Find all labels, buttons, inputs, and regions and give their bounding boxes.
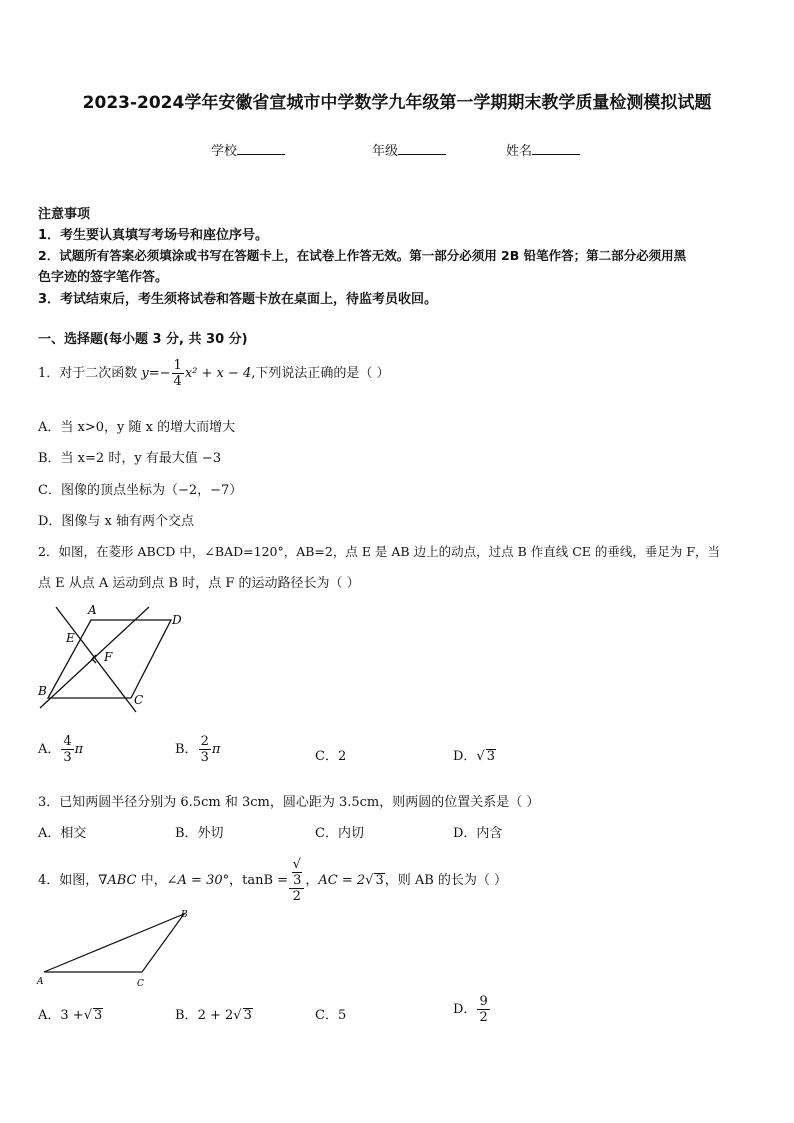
q2-rhombus-figure (36, 600, 196, 715)
page-title: 2023-2024学年安徽省宣城市中学数学九年级第一学期期末教学质量检测模拟试题 (82, 93, 712, 113)
q4-option-a: A．3 +√ 3 (38, 1008, 103, 1023)
q1-option-c: C．图像的顶点坐标为（−2，−7） (38, 483, 243, 498)
label-b: B (38, 684, 47, 698)
q1-option-d: D．图像与 x 轴有两个交点 (38, 514, 195, 529)
q2-option-a (38, 734, 83, 765)
school-label: 学校 (211, 144, 238, 159)
q1-option-a: A．当 x>0，y 随 x 的增大而增大 (38, 420, 236, 435)
q4-mid1: 中， (136, 873, 167, 888)
q4-tan-num: √ 3 (289, 857, 304, 889)
q2-option-a-frac (61, 734, 73, 765)
q2-option-a-den: 3 (63, 750, 72, 765)
q1-frac-den: 4 (173, 374, 182, 389)
q4-tail: ，则 AB 的长为（ ） (384, 873, 508, 888)
q1-eq: y=− (141, 366, 171, 381)
q4-mid3: ， (305, 873, 319, 888)
q4-ac: AC = 2 (318, 873, 366, 888)
grade-label: 年级 (372, 144, 399, 159)
q2-option-a-label: A． (38, 742, 61, 757)
q1-option-b: B．当 x=2 时，y 有最大值 −3 (38, 451, 222, 466)
q4-angle: ∠A = 30° (166, 873, 230, 888)
tri-label-b: B (181, 910, 188, 920)
q2-option-b-frac (199, 734, 211, 765)
q1-suffix: ,下列说法正确的是（ ） (251, 366, 390, 381)
q4-pre: 4．如图， (38, 873, 99, 888)
q2-option-b-den: 3 (200, 750, 209, 765)
label-f: F (104, 650, 113, 664)
tri-label-a: A (37, 977, 44, 987)
q3-option-d: D．内含 (453, 826, 503, 841)
q2-option-c: C．2 (315, 749, 347, 764)
q4-tan: tanB = (242, 873, 289, 888)
q2-option-d-label: D． (453, 749, 477, 764)
q4-option-b-radicand: 3 (243, 1008, 252, 1023)
line-ec (56, 607, 136, 712)
q4-option-c: C．5 (315, 1008, 347, 1023)
q2-option-b-num: 2 (200, 734, 209, 749)
q4-option-d-frac (477, 994, 489, 1025)
q4-option-a-radicand: 3 (93, 1008, 103, 1023)
grade-blank (398, 142, 446, 155)
q4-option-b-value: 2 + 2 (197, 1008, 234, 1023)
q2-line2: 点 E 从点 A 运动到点 B 时，点 F 的运动路径长为（ ） (38, 576, 360, 591)
note-1: 1．考生要认真填写考场号和座位序号。 (38, 228, 269, 243)
q2-option-d-radicand: 3 (486, 749, 496, 764)
note-2b: 色字迹的签字笔作答。 (38, 270, 169, 285)
tri-label-c: C (137, 979, 144, 989)
q3-line: 3．已知两圆半径分别为 6.5cm 和 3cm，圆心距为 3.5cm，则两圆的位置关系是（ ） (38, 795, 540, 810)
q3-option-a: A．相交 (38, 826, 87, 841)
q1-prefix: 1．对于二次函数 (38, 366, 142, 381)
q2-option-d: D．√ 3 (453, 749, 496, 764)
q4-option-b: B．2 + 2√ 3 (175, 1008, 252, 1023)
q4-tan-den: 2 (292, 889, 301, 904)
q4-triangle: ∇ABC (98, 873, 137, 888)
q4-tan-frac (289, 857, 304, 904)
label-c: C (134, 693, 144, 707)
q4-option-a-label: A． (38, 1008, 61, 1023)
q2-option-b-label: B． (175, 742, 198, 757)
q4-option-d (453, 994, 491, 1025)
school-field (211, 140, 285, 159)
school-blank (237, 142, 285, 155)
q4-ac-radicand: 3 (375, 873, 384, 888)
name-label: 姓名 (506, 144, 533, 159)
section-heading: 一、选择题(每小题 3 分, 共 30 分) (38, 332, 248, 347)
q4-option-d-label: D． (453, 1002, 477, 1017)
q3-option-b: B．外切 (175, 826, 224, 841)
q4-triangle-figure (34, 906, 194, 991)
question-1 (38, 358, 390, 389)
triangle-abc (44, 914, 184, 972)
line-bf (40, 607, 149, 708)
note-3: 3．考试结束后，考生须将试卷和答题卡放在桌面上，待监考员收回。 (38, 292, 438, 307)
q2-option-a-num: 4 (63, 734, 72, 749)
notes-heading: 注意事项 (38, 207, 91, 222)
name-blank (532, 142, 580, 155)
q2-line1: 2．如图，在菱形 ABCD 中，∠BAD=120°，AB=2，点 E 是 AB 边上的动点，过点 B 作直线 CE 的垂线，垂足为 F，当 (38, 544, 721, 559)
q4-option-d-num: 9 (479, 994, 488, 1009)
note-2a: 2．试题所有答案必须填涂或书写在答题卡上，在试卷上作答无效。第一部分必须用 2B 铅笔作答；第二部分必须用黑 (38, 248, 687, 263)
q3-option-c: C．内切 (315, 826, 364, 841)
q2-option-b-pi: π (211, 742, 221, 757)
q4-option-d-den: 2 (479, 1010, 488, 1025)
q1-fraction (172, 358, 184, 389)
q1-rest: x² + x − 4 (184, 366, 252, 381)
q2-option-a-pi: π (74, 742, 84, 757)
q4-option-b-label: B． (175, 1008, 198, 1023)
grade-field (372, 140, 446, 159)
q4-mid2: ， (229, 873, 243, 888)
label-d: D (172, 613, 182, 627)
label-a: A (88, 603, 97, 617)
q2-option-b (175, 734, 220, 765)
q4-option-a-value: 3 + (60, 1008, 84, 1023)
question-4: 4．如图，∇ABC 中，∠A = 30°，tanB = √ 3 2 ，AC = 2√ 3，则 AB 的长为（ ） (38, 857, 508, 904)
label-e: E (66, 631, 75, 645)
name-field (506, 140, 580, 159)
q4-tan-radicand: 3 (293, 873, 302, 888)
q1-frac-num: 1 (173, 358, 182, 373)
